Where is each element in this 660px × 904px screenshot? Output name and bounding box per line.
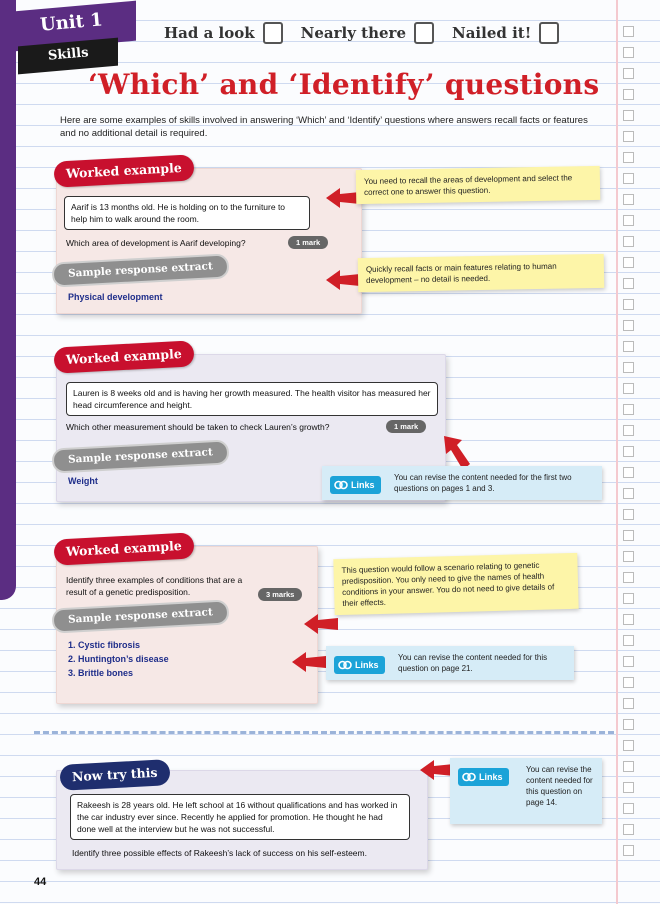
arrow-up-left-icon xyxy=(444,436,470,470)
margin-checkbox xyxy=(623,299,634,310)
margin-checkbox xyxy=(623,68,634,79)
tip-note: Quickly recall facts or main features relating to human development – no detail is needed. xyxy=(358,254,605,292)
tip-note: This question would follow a scenario relating to genetic predisposition. You only need to give the names of health conditions in your answer. You do not need to give details of their effects. xyxy=(333,553,578,615)
margin-checkbox xyxy=(623,383,634,394)
nailed-it-checkbox[interactable] xyxy=(539,22,559,44)
margin-checkbox xyxy=(623,110,634,121)
worked-example-label: Worked example xyxy=(53,340,194,373)
links-label: Links xyxy=(355,659,379,670)
margin-checkbox xyxy=(623,677,634,688)
arrow-left-icon xyxy=(420,760,454,780)
margin-checkbox xyxy=(623,530,634,541)
margin-checkbox xyxy=(623,362,634,373)
list-item: 3. Brittle bones xyxy=(68,668,134,678)
margin-checkbox xyxy=(623,47,634,58)
arrow-left-icon xyxy=(326,188,360,208)
question-text: Identify three examples of conditions that are a result of a genetic predisposition. xyxy=(66,575,243,597)
links-text: You can revise the content needed for this question on page 21. xyxy=(398,653,548,673)
margin-checkbox xyxy=(623,845,634,856)
margin-checkbox xyxy=(623,446,634,457)
question-text: Which other measurement should be taken to check Lauren’s growth? xyxy=(66,422,330,432)
margin-checkbox xyxy=(623,635,634,646)
chain-link-icon xyxy=(462,771,476,783)
nearly-there-checkbox[interactable] xyxy=(414,22,434,44)
worked-example-label: Worked example xyxy=(53,532,194,565)
answer-text: Weight xyxy=(68,476,98,486)
section-divider xyxy=(34,731,614,734)
margin-checkbox xyxy=(623,257,634,268)
had-a-look-checkbox[interactable] xyxy=(263,22,283,44)
margin-checkbox xyxy=(623,152,634,163)
unit-label: Unit 1 xyxy=(39,9,104,36)
question-text: Identify three possible effects of Rakeesh’s lack of success on his self-esteem. xyxy=(72,848,367,858)
margin-checkbox xyxy=(623,89,634,100)
skills-label: Skills xyxy=(47,45,90,64)
margin-checkbox xyxy=(623,467,634,478)
tip-note: You need to recall the areas of development and select the correct one to answer this question. xyxy=(356,166,601,204)
progress-label: Had a look xyxy=(164,24,255,42)
margin-checkbox xyxy=(623,824,634,835)
chain-link-icon xyxy=(334,479,348,491)
arrow-left-icon xyxy=(326,270,360,290)
links-box xyxy=(450,758,602,824)
arrow-left-icon xyxy=(292,652,326,672)
sample-response-label: Sample response extract xyxy=(51,253,229,287)
page-title: ‘Which’ and ‘Identify’ questions xyxy=(88,68,600,101)
margin-checkbox xyxy=(623,173,634,184)
marks-badge: 3 marks xyxy=(258,588,302,601)
margin-checkbox xyxy=(623,194,634,205)
margin-checkbox xyxy=(623,404,634,415)
intro-text: Here are some examples of skills involved in answering ‘Which’ and ‘Identify’ questions where answers recall facts or features and no additional detail is required. xyxy=(60,115,588,139)
scenario-box: Aarif is 13 months old. He is holding on to the furniture to help him to walk around the room. xyxy=(64,196,310,230)
margin-checkbox xyxy=(623,278,634,289)
margin-checkbox xyxy=(623,761,634,772)
margin-checkbox xyxy=(623,215,634,226)
margin-checkbox xyxy=(623,719,634,730)
links-badge[interactable] xyxy=(330,476,381,494)
margin-checkbox xyxy=(623,656,634,667)
margin-checkbox xyxy=(623,803,634,814)
margin-checkbox xyxy=(623,782,634,793)
margin-checkbox xyxy=(623,740,634,751)
margin-checkbox xyxy=(623,26,634,37)
margin-checkbox xyxy=(623,320,634,331)
scenario-box: Lauren is 8 weeks old and is having her growth measured. The health visitor has measured her head circumference and height. xyxy=(66,382,438,416)
progress-tracker xyxy=(164,22,559,44)
margin-checkbox xyxy=(623,425,634,436)
margin-checkbox xyxy=(623,509,634,520)
marks-badge: 1 mark xyxy=(386,420,426,433)
answer-text: Physical development xyxy=(68,292,163,302)
links-text: You can revise the content needed for this question on page 14. xyxy=(526,765,593,807)
margin-checkbox xyxy=(623,698,634,709)
links-box xyxy=(326,646,574,680)
progress-label: Nailed it! xyxy=(452,24,532,42)
page-spine xyxy=(0,0,16,600)
scenario-box: Rakeesh is 28 years old. He left school at 16 without qualifications and has worked in the car industry ever since. Recently he applied for promotion. He thought he had done well at the interview but he was not successful. xyxy=(70,794,410,840)
arrow-left-icon xyxy=(304,614,338,634)
progress-had-a-look xyxy=(164,22,283,44)
margin-checkbox xyxy=(623,488,634,499)
list-item: 2. Huntington’s disease xyxy=(68,654,169,664)
progress-nearly-there xyxy=(301,22,434,44)
page-number: 44 xyxy=(34,876,47,888)
links-label: Links xyxy=(351,479,375,490)
margin-checkbox xyxy=(623,131,634,142)
list-item: 1. Cystic fibrosis xyxy=(68,640,141,650)
margin-checkbox xyxy=(623,614,634,625)
links-badge[interactable] xyxy=(334,656,385,674)
links-badge[interactable] xyxy=(458,768,509,786)
margin-checkbox xyxy=(623,236,634,247)
marks-badge: 1 mark xyxy=(288,236,328,249)
progress-nailed-it xyxy=(452,22,559,44)
question-text: Which area of development is Aarif developing? xyxy=(66,238,246,248)
progress-label: Nearly there xyxy=(300,24,406,42)
sample-response-label: Sample response extract xyxy=(51,439,229,473)
links-box xyxy=(322,466,602,500)
answer-list xyxy=(68,640,169,682)
chain-link-icon xyxy=(338,659,352,671)
margin-checkbox xyxy=(623,551,634,562)
now-try-label: Now try this xyxy=(59,759,170,791)
sample-response-label: Sample response extract xyxy=(51,599,229,633)
margin-checkbox xyxy=(623,341,634,352)
links-text: You can revise the content needed for the first two questions on pages 1 and 3. xyxy=(394,473,572,493)
margin-checkbox xyxy=(623,593,634,604)
links-label: Links xyxy=(479,771,503,782)
margin-checkbox xyxy=(623,572,634,583)
worked-example-label: Worked example xyxy=(53,154,194,187)
